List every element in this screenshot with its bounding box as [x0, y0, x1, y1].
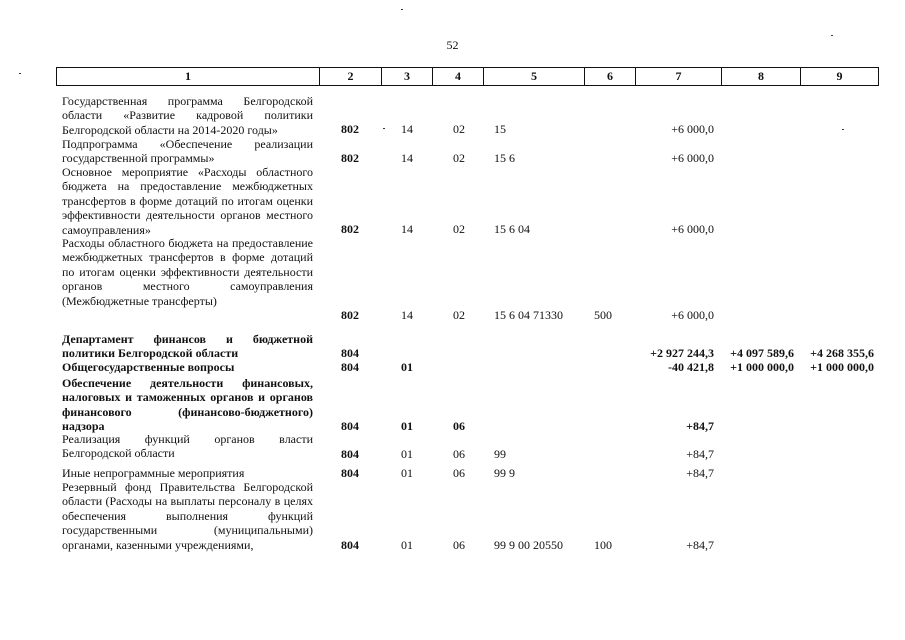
row-code-4: 06: [453, 447, 465, 461]
header-col-2: 2: [320, 68, 382, 86]
row-code-2: 804: [341, 447, 359, 461]
row-code-6: 500: [594, 308, 612, 322]
row-code-2: 804: [341, 346, 359, 360]
row-name: Резервный фонд Правительства Белгородской области (Расходы на выплаты персоналу в целях обеспечения выполнения функций государственными (муниципальными) органами, казенными учреждениями,: [62, 480, 313, 552]
row-name: Расходы областного бюджета на предоставление межбюджетных трансфертов в форме дотаций по итогам оценки эффективности деятельности органов местного самоуправления (Межбюджетные трансферты): [62, 236, 313, 308]
header-col-7: 7: [636, 68, 722, 86]
row-code-3: 14: [401, 151, 413, 165]
header-row: [57, 68, 879, 86]
row-code-6: 100: [594, 538, 612, 552]
row-code-4: 06: [453, 419, 465, 433]
row-value-7: +84,7: [686, 538, 714, 552]
row-code-2: 804: [341, 419, 359, 433]
scan-speck: [19, 73, 21, 74]
row-name: Подпрограмма «Обеспечение реализации государственной программы»: [62, 137, 313, 166]
row-value-7: +6 000,0: [671, 151, 714, 165]
header-col-1: 1: [57, 68, 320, 86]
row-code-4: 02: [453, 122, 465, 136]
row-code-4: 02: [453, 222, 465, 236]
row-code-5: 99 9 00 20550: [494, 538, 563, 552]
row-value-7: +6 000,0: [671, 122, 714, 136]
row-code-3: 01: [401, 447, 413, 461]
row-value-7: +6 000,0: [671, 222, 714, 236]
header-col-3: 3: [382, 68, 433, 86]
row-code-5: 15 6: [494, 151, 515, 165]
scan-speck: [842, 129, 844, 130]
row-name: Государственная программа Белгородской области «Развитие кадровой политики Белгородской области на 2014-2020 годы»: [62, 94, 313, 137]
row-code-2: 802: [341, 151, 359, 165]
row-name: Основное мероприятие «Расходы областного бюджета на предоставление межбюджетных трансфертов в форме дотаций по итогам оценки эффективности деятельности органов местного самоуправления»: [62, 165, 313, 237]
row-code-5: 99: [494, 447, 506, 461]
row-value-7: +2 927 244,3: [650, 346, 714, 360]
header-col-8: 8: [722, 68, 801, 86]
row-code-3: 01: [401, 419, 413, 433]
row-name: Иные непрограммные мероприятия: [62, 466, 245, 480]
row-code-2: 802: [341, 122, 359, 136]
scan-speck: [831, 35, 833, 36]
row-code-3: 14: [401, 122, 413, 136]
header-col-5: 5: [484, 68, 585, 86]
row-value-7: +6 000,0: [671, 308, 714, 322]
row-code-2: 804: [341, 538, 359, 552]
row-code-3: 14: [401, 308, 413, 322]
row-code-2: 802: [341, 222, 359, 236]
row-code-5: 15 6 04 71330: [494, 308, 563, 322]
row-name: Реализация функций органов власти Белгородской области: [62, 432, 313, 461]
row-code-4: 06: [453, 538, 465, 552]
row-code-5: 15: [494, 122, 506, 136]
row-value-9: +1 000 000,0: [810, 360, 874, 374]
row-code-3: 01: [401, 538, 413, 552]
row-code-3: 01: [401, 466, 413, 480]
scan-speck: [383, 128, 385, 129]
row-code-5: 15 6 04: [494, 222, 530, 236]
row-code-3: 14: [401, 222, 413, 236]
row-code-2: 802: [341, 308, 359, 322]
row-code-2: 804: [341, 466, 359, 480]
row-value-8: +4 097 589,6: [730, 346, 794, 360]
row-value-7: +84,7: [686, 419, 714, 433]
page-number: 52: [446, 38, 459, 52]
column-header-table: [56, 67, 879, 86]
row-code-4: 02: [453, 308, 465, 322]
row-value-7: -40 421,8: [668, 360, 714, 374]
row-code-2: 804: [341, 360, 359, 374]
row-name: Обеспечение деятельности финансовых, налоговых и таможенных органов и органов финансового (финансово-бюджетного) надзора: [62, 376, 313, 434]
row-value-7: +84,7: [686, 447, 714, 461]
row-value-8: +1 000 000,0: [730, 360, 794, 374]
row-code-4: 06: [453, 466, 465, 480]
row-code-5: 99 9: [494, 466, 515, 480]
header-col-4: 4: [433, 68, 484, 86]
header-col-6: 6: [585, 68, 636, 86]
row-value-7: +84,7: [686, 466, 714, 480]
header-col-9: 9: [801, 68, 879, 86]
row-code-4: 02: [453, 151, 465, 165]
row-code-3: 01: [401, 360, 413, 374]
scan-speck: [401, 9, 403, 10]
row-value-9: +4 268 355,6: [810, 346, 874, 360]
row-name: Общегосударственные вопросы: [62, 360, 235, 374]
row-name: Департамент финансов и бюджетной политики Белгородской области: [62, 332, 313, 361]
